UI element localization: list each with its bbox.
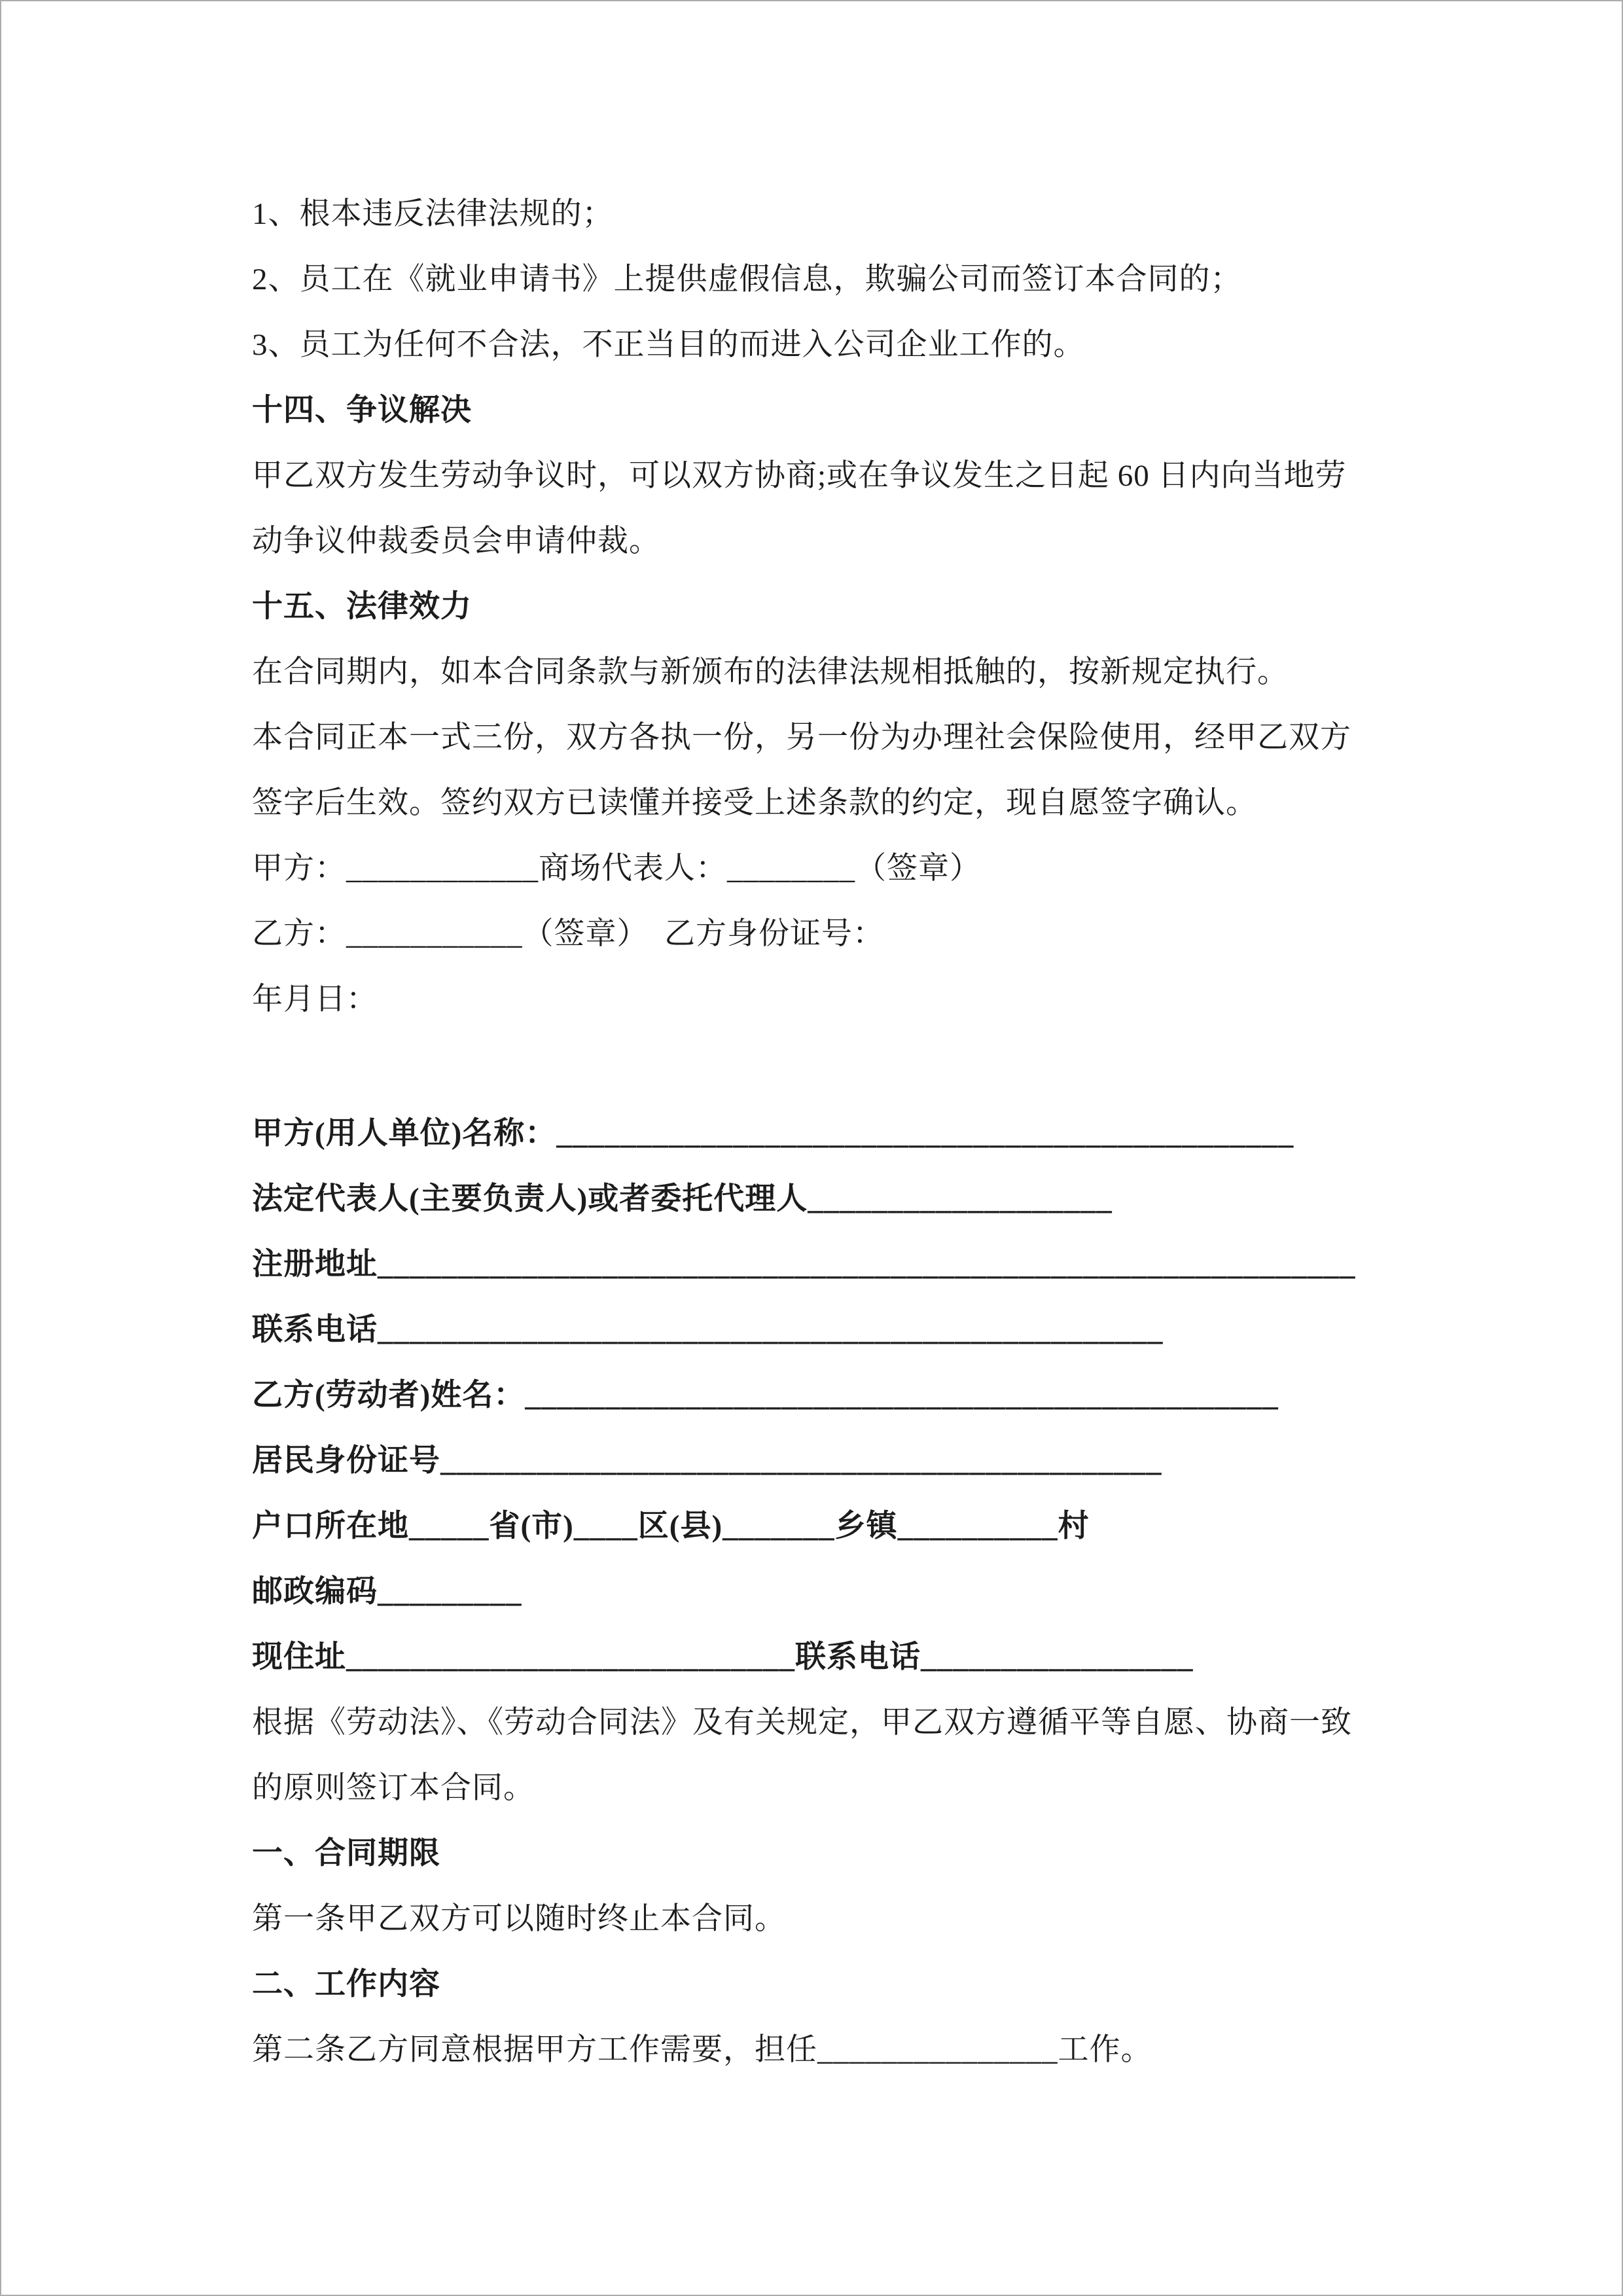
- dispute-resolution-text-2: 动争议仲裁委员会申请仲裁。: [252, 524, 660, 558]
- article-1-text: 第一条甲乙双方可以随时终止本合同。: [252, 1902, 786, 1936]
- contract-copies-text-1: 本合同正本一式三份，双方各执一份，另一份为办理社会保险使用，经甲乙双方: [252, 721, 1351, 755]
- legal-representative-field: 法定代表人(主要负责人)或者委托代理人___________________: [252, 1182, 1113, 1216]
- section-14-dispute-resolution-heading: 十四、争议解决: [252, 393, 472, 427]
- invalid-clause-2: 2、员工在《就业申请书》上提供虚假信息，欺骗公司而签订本合同的；: [252, 262, 1242, 296]
- party-b-signature-line: 乙方：___________（签章） 乙方身份证号：: [252, 917, 884, 951]
- legal-basis-text-1: 根据《劳动法》、《劳动合同法》及有关规定，甲乙双方遵循平等自愿、协商一致: [252, 1706, 1352, 1740]
- invalid-clause-3: 3、员工为任何不合法，不正当目的而进入公司企业工作的。: [252, 328, 1085, 362]
- legal-basis-text-2: 的原则签订本合同。: [252, 1771, 535, 1805]
- household-registration-field: 户口所在地_____省(市)____区(县)_______乡镇__________村: [252, 1509, 1090, 1543]
- postal-code-field: 邮政编码_________: [252, 1575, 522, 1609]
- contract-copies-text-2: 签字后生效。签约双方已读懂并接受上述条款的约定，现自愿签字确认。: [252, 786, 1257, 820]
- party-a-name-field: 甲方(用人单位)名称：______________________________________________: [252, 1117, 1294, 1151]
- party-a-phone-field: 联系电话_________________________________________________: [252, 1313, 1164, 1347]
- section-2-work-content-heading: 二、工作内容: [252, 1967, 440, 2001]
- dispute-resolution-text-1: 甲乙双方发生劳动争议时，可以双方协商;或在争议发生之日起 60 日内向当地劳: [252, 459, 1347, 493]
- date-line: 年月日：: [252, 982, 378, 1016]
- legal-effect-text: 在合同期内，如本合同条款与新颁布的法律法规相抵触的，按新规定执行。: [252, 655, 1289, 689]
- id-number-field: 居民身份证号_____________________________________________: [252, 1444, 1162, 1478]
- registered-address-field: 注册地址_____________________________________________________________: [252, 1247, 1356, 1282]
- party-a-signature-line: 甲方：____________商场代表人：________（签章）: [252, 852, 981, 886]
- current-address-phone-field: 现住址____________________________联系电话_________________: [252, 1640, 1194, 1674]
- party-b-name-field: 乙方(劳动者)姓名：_______________________________________________: [252, 1378, 1279, 1412]
- invalid-clause-1: 1、根本违反法律法规的；: [252, 197, 614, 231]
- article-2-text: 第二条乙方同意根据甲方工作需要，担任_______________工作。: [252, 2033, 1152, 2067]
- section-1-contract-term-heading: 一、合同期限: [252, 1837, 440, 1871]
- section-15-legal-effect-heading: 十五、法律效力: [252, 590, 472, 624]
